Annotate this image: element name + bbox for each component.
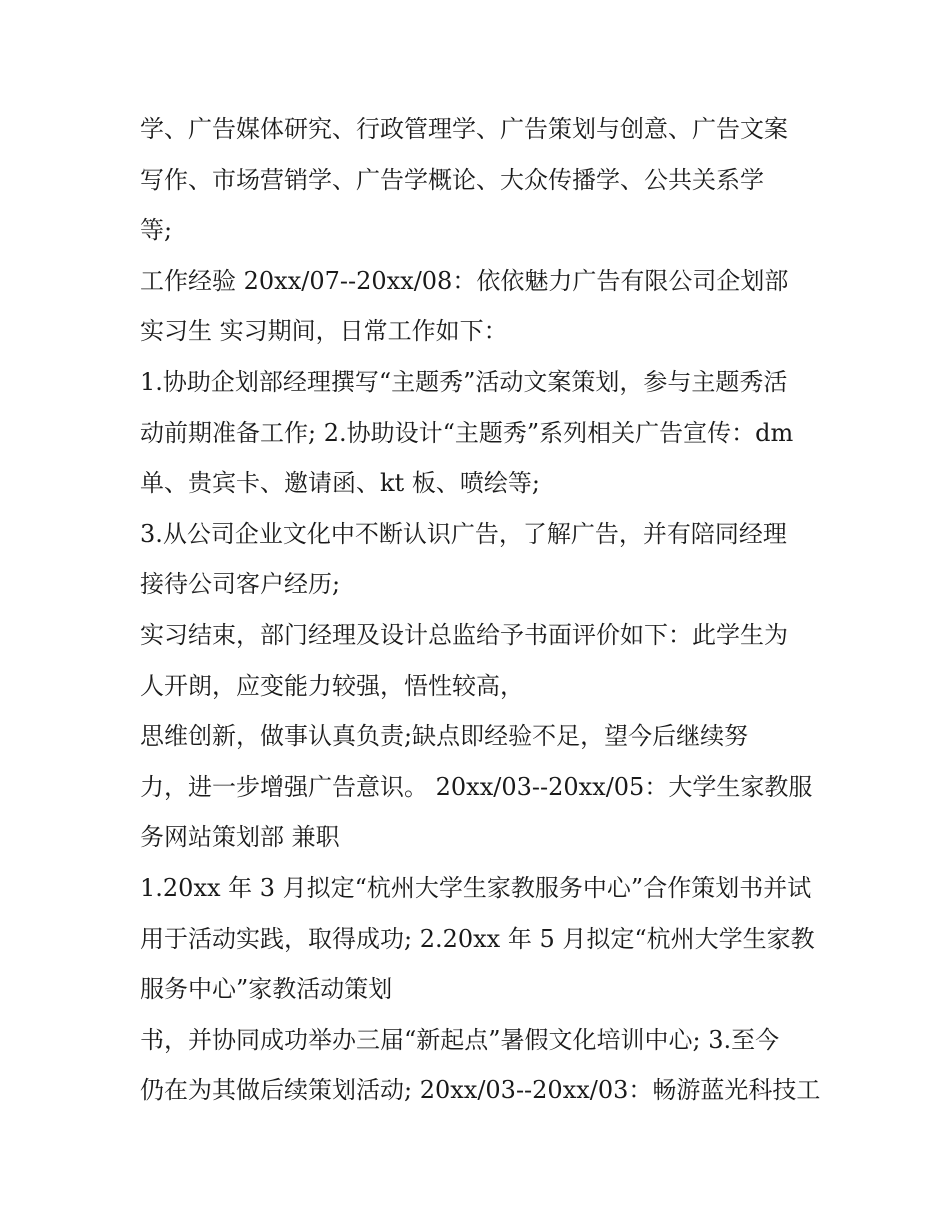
text-line: 务网站策划部 兼职 (140, 823, 340, 852)
text-line: 接待公司客户经历; (140, 570, 341, 599)
text-line: 3.从公司企业文化中不断认识广告，了解广告，并有陪同经理 (140, 519, 787, 548)
text-line: 等; (140, 216, 173, 245)
text-line: 1.协助企划部经理撰写“主题秀”活动文案策划，参与主题秀活 (140, 367, 788, 396)
text-line: 单、贵宾卡、邀请函、kt 板、喷绘等; (140, 469, 540, 498)
text-line: 实习结束，部门经理及设计总监给予书面评价如下：此学生为 (140, 620, 788, 649)
text-line: 书，并协同成功举办三届“新起点”暑假文化培训中心; 3.至今 (140, 1025, 780, 1054)
text-line: 思维创新，做事认真负责;缺点即经验不足，望今后继续努 (140, 722, 749, 751)
body-text (140, 104, 830, 1116)
text-line: 1.20xx 年 3 月拟定“杭州大学生家教服务中心”合作策划书并试 (140, 873, 812, 902)
text-line: 实习生 实习期间，日常工作如下： (140, 317, 508, 346)
text-line: 仍在为其做后续策划活动; 20xx/03--20xx/03：畅游蓝光科技工 (140, 1076, 821, 1105)
text-line: 力，进一步增强广告意识。 20xx/03--20xx/05：大学生家教服 (140, 772, 813, 801)
text-line: 写作、市场营销学、广告学概论、大众传播学、公共关系学 (140, 165, 764, 194)
text-line: 用于活动实践，取得成功; 2.20xx 年 5 月拟定“杭州大学生家教 (140, 924, 815, 953)
text-line: 服务中心”家教活动策划 (140, 975, 393, 1004)
text-line: 人开朗，应变能力较强，悟性较高， (140, 671, 524, 700)
text-line: 学、广告媒体研究、行政管理学、广告策划与创意、广告文案 (140, 115, 788, 143)
text-line: 工作经验 20xx/07--20xx/08：依依魅力广告有限公司企划部 (140, 266, 789, 295)
text-line: 动前期准备工作; 2.协助设计“主题秀”系列相关广告宣传：dm (140, 418, 794, 447)
